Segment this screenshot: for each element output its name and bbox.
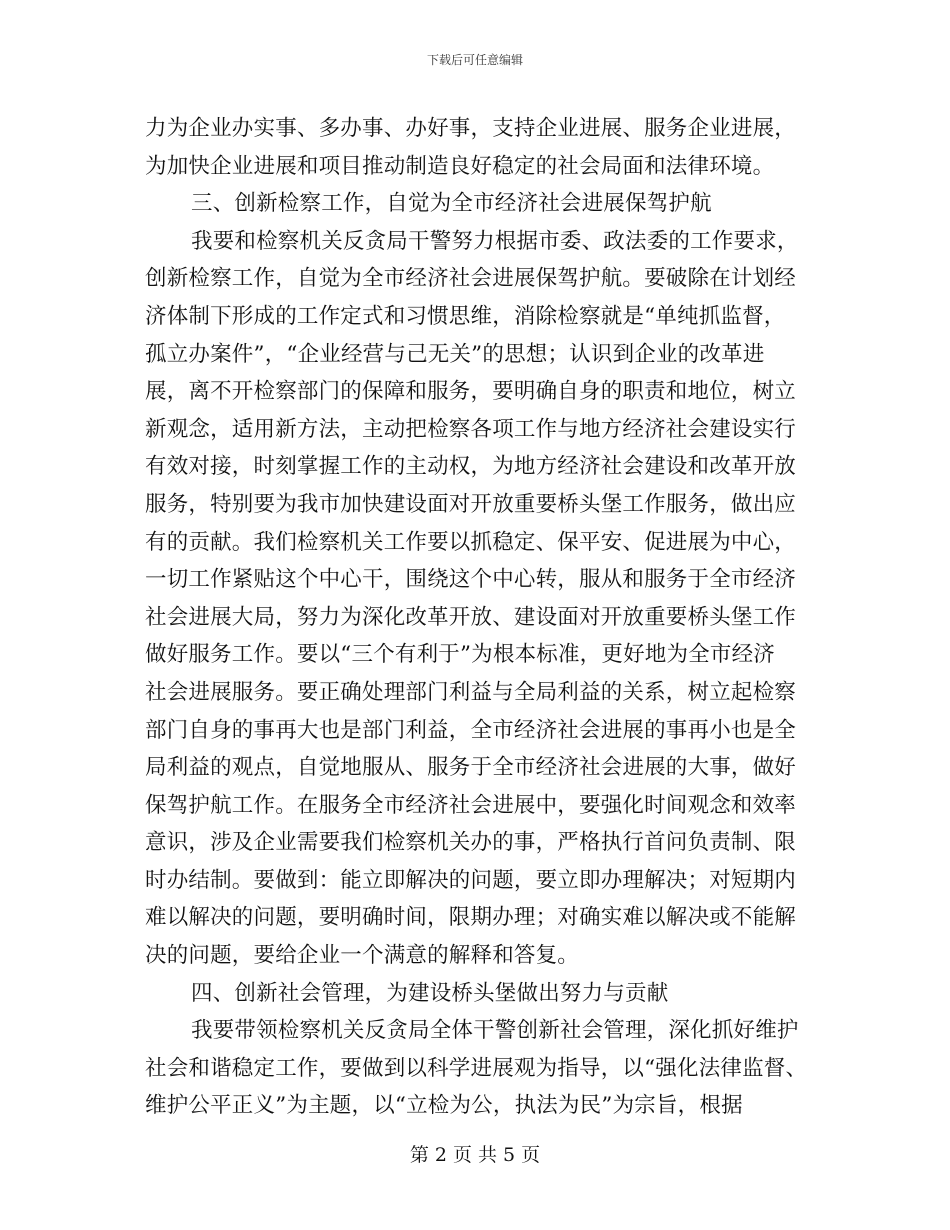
text-line: 部门自身的事再大也是部门利益，全市经济社会进展的事再小也是全	[145, 717, 797, 743]
text-line: 孤立办案件”，“企业经营与己无关”的思想；认识到企业的改革进	[145, 341, 765, 367]
text-line: 社会进展服务。要正确处理部门利益与全局利益的关系，树立起检察	[145, 679, 797, 705]
section-heading: 三、创新检察工作，自觉为全市经济社会进展保驾护航	[191, 191, 712, 217]
text-line: 一切工作紧贴这个中心干，围绕这个中心转，服从和服务于全市经济	[145, 567, 797, 593]
text-line: 力为企业办实事、多办事、办好事，支持企业进展、服务企业进展，	[145, 116, 797, 141]
text-line: 维护公平正义”为主题，以“立检为公，执法为民”为宗旨，根据	[145, 1093, 743, 1119]
text-line: 难以解决的问题，要明确时间，限期办理；对确实难以解决或不能解	[145, 905, 797, 931]
text-line: 为加快企业进展和项目推动制造良好稳定的社会局面和法律环境。	[145, 153, 775, 179]
text-line: 意识，涉及企业需要我们检察机关办的事，严格执行首问负责制、限	[145, 830, 797, 856]
text-line: 社会和谐稳定工作，要做到以科学进展观为指导，以“强化法律监督、	[145, 1055, 808, 1081]
section-heading: 四、创新社会管理，为建设桥头堡做出努力与贡献	[191, 980, 669, 1006]
text-line: 服务，特别要为我市加快建设面对开放重要桥头堡工作服务，做出应	[145, 491, 797, 517]
text-line: 创新检察工作，自觉为全市经济社会进展保驾护航。要破除在计划经	[145, 266, 797, 292]
text-line: 有效对接，时刻掌握工作的主动权，为地方经济社会建设和改革开放	[145, 454, 797, 480]
text-line: 济体制下形成的工作定式和习惯思维，消除检察就是“单纯抓监督，	[145, 303, 786, 329]
text-line: 社会进展大局，努力为深化改革开放、建设面对开放重要桥头堡工作	[145, 604, 797, 630]
text-line: 有的贡献。我们检察机关工作要以抓稳定、保平安、促进展为中心，	[145, 529, 797, 555]
page-header-note: 下载后可任意编辑	[426, 53, 523, 67]
text-line: 决的问题，要给企业一个满意的解释和答复。	[145, 943, 580, 969]
text-line: 新观念，适用新方法，主动把检察各项工作与地方经济社会建设实行	[145, 416, 797, 442]
page-number: 第 2 页 共 5 页	[409, 1144, 541, 1166]
paragraph-start-line: 我要带领检察机关反贪局全体干警创新社会管理，深化抓好维护	[191, 1018, 799, 1044]
text-line: 局利益的观点，自觉地服从、服务于全市经济社会进展的大事，做好	[145, 755, 797, 781]
text-line: 展，离不开检察部门的保障和服务，要明确自身的职责和地位，树立	[145, 379, 797, 405]
paragraph-start-line: 我要和检察机关反贪局干警努力根据市委、政法委的工作要求，	[191, 228, 799, 254]
document-body	[145, 110, 808, 1125]
text-line: 时办结制。要做到：能立即解决的问题，要立即办理解决；对短期内	[145, 867, 797, 893]
text-line: 保驾护航工作。在服务全市经济社会进展中，要强化时间观念和效率	[145, 792, 797, 818]
text-line: 做好服务工作。要以“三个有利于”为根本标准，更好地为全市经济	[145, 642, 775, 668]
